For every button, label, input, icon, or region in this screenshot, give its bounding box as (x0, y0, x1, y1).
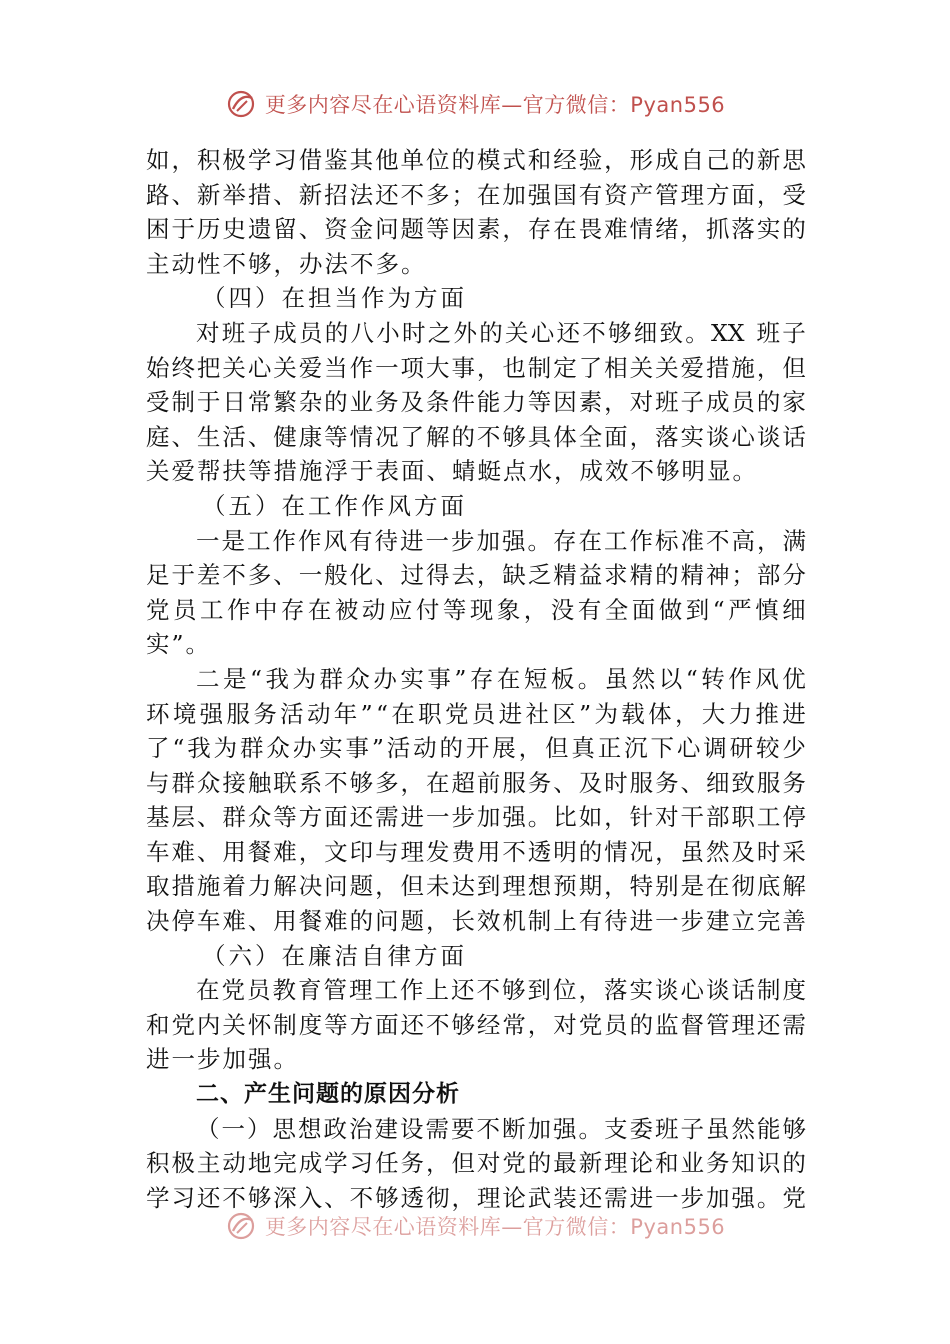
text-line: 实”。 (146, 630, 212, 659)
logo-icon (225, 1211, 259, 1241)
text-line: 车 难 、 用 餐 难 ， 文 印 与 理 发 费 用 不 透 明 的 情 况 ， 虽 然 及 时 采 (146, 837, 806, 866)
text-line: 如 ， 积 极 学 习 借 鉴 其 他 单 位 的 模 式 和 经 验 ， 形 成 自 己 的 新 思 (146, 146, 806, 174)
text-line: 环 境 强 服 务 活 动 年 ” “ 在 职 党 员 进 社 区 ” 为 载 体 ， 大 力 推 进 (146, 699, 806, 728)
logo-icon (225, 89, 259, 119)
text-line: 二 是 “ 我 为 群 众 办 实 事 ” 存 在 短 板 。 虽 然 以 “ 转 作 风 优 (196, 664, 806, 693)
watermark-text: 更多内容尽在心语资料库—官方微信：Pyan556 (264, 93, 726, 117)
text-line: 与 群 众 接 触 联 系 不 够 多 ， 在 超 前 服 务 、 及 时 服 务 、 细 致 服 务 (146, 768, 806, 797)
text-line: 决 停 车 难 、 用 餐 难 的 问 题 ， 长 效 机 制 上 有 待 进 一 步 建 立 完 善 (146, 907, 806, 936)
watermark-footer (0, 1206, 950, 1246)
section-heading: （四）在担当作为方面 (202, 284, 467, 313)
text-line: 主动性不够，办法不多。 (146, 249, 427, 278)
text-line: 基 层 、 群 众 等 方 面 还 需 进 一 步 加 强 。 比 如 ， 针 对 干 部 职 工 停 (146, 803, 806, 832)
section-heading: （六）在廉洁自律方面 (202, 941, 467, 970)
section-heading: （五）在工作作风方面 (202, 491, 467, 520)
text-line: 庭 、 生 活 、 健 康 等 情 况 了 解 的 不 够 具 体 全 面 ， 落 实 谈 心 谈 话 (146, 422, 806, 451)
text-line: 党 员 工 作 中 存 在 被 动 应 付 等 现 象 ， 没 有 全 面 做 到 “ 严 慎 细 (146, 595, 806, 624)
text-line: 在 党 员 教 育 管 理 工 作 上 还 不 够 到 位 ， 落 实 谈 心 谈 话 制 度 (196, 976, 806, 1005)
text-line: （ 一 ） 思 想 政 治 建 设 需 要 不 断 加 强 。 支 委 班 子 虽 然 能 够 (196, 1114, 806, 1143)
text-line: 积 极 主 动 地 完 成 学 习 任 务 ， 但 对 党 的 最 新 理 论 和 业 务 知 识 的 (146, 1149, 806, 1178)
text-line: 足 于 差 不 多 、 一 般 化 、 过 得 去 ， 缺 乏 精 益 求 精 的 精 神 ； 部 分 (146, 561, 806, 590)
document-body (146, 143, 806, 1215)
text-line: 了 “ 我 为 群 众 办 实 事 ” 活 动 的 开 展 ， 但 真 正 沉 下 心 调 研 较 少 (146, 734, 806, 763)
text-line: 学 习 还 不 够 深 入 、 不 够 透 彻 ， 理 论 武 装 还 需 进 一 步 加 强 。 党 (146, 1183, 806, 1212)
text-line: 一 是 工 作 作 风 有 待 进 一 步 加 强 。 存 在 工 作 标 准 不 高 ， 满 (196, 526, 806, 555)
text-line: 始 终 把 关 心 关 爱 当 作 一 项 大 事 ， 也 制 定 了 相 关 关 爱 措 施 ， 但 (146, 353, 806, 382)
text-line: 困 于 历 史 遗 留 、 资 金 问 题 等 因 素 ， 存 在 畏 难 情 绪 ， 抓 落 实 的 (146, 215, 806, 244)
text-line: 对 班 子 成 员 的 八 小 时 之 外 的 关 心 还 不 够 细 致 。 XX 班 子 (196, 318, 806, 347)
text-line: 路 、 新 举 措 、 新 招 法 还 不 多 ； 在 加 强 国 有 资 产 管 理 方 面 ， 受 (146, 180, 806, 209)
text-line: 取 措 施 着 力 解 决 问 题 ， 但 未 达 到 理 想 预 期 ， 特 别 是 在 彻 底 解 (146, 872, 806, 901)
watermark-text: 更多内容尽在心语资料库—官方微信：Pyan556 (264, 1215, 726, 1239)
text-line: 受 制 于 日 常 繁 杂 的 业 务 及 条 件 能 力 等 因 素 ， 对 班 子 成 员 的 家 (146, 388, 806, 417)
chapter-heading: 二、产生问题的原因分析 (196, 1081, 460, 1108)
text-line: 和 党 内 关 怀 制 度 等 方 面 还 不 够 经 常 ， 对 党 员 的 监 督 管 理 还 需 (146, 1010, 806, 1039)
watermark-header (0, 84, 950, 124)
text-line: 关爱帮扶等措施浮于表面、蜻蜓点水，成效不够明显。 (146, 457, 758, 486)
text-line: 进一步加强。 (146, 1045, 299, 1074)
